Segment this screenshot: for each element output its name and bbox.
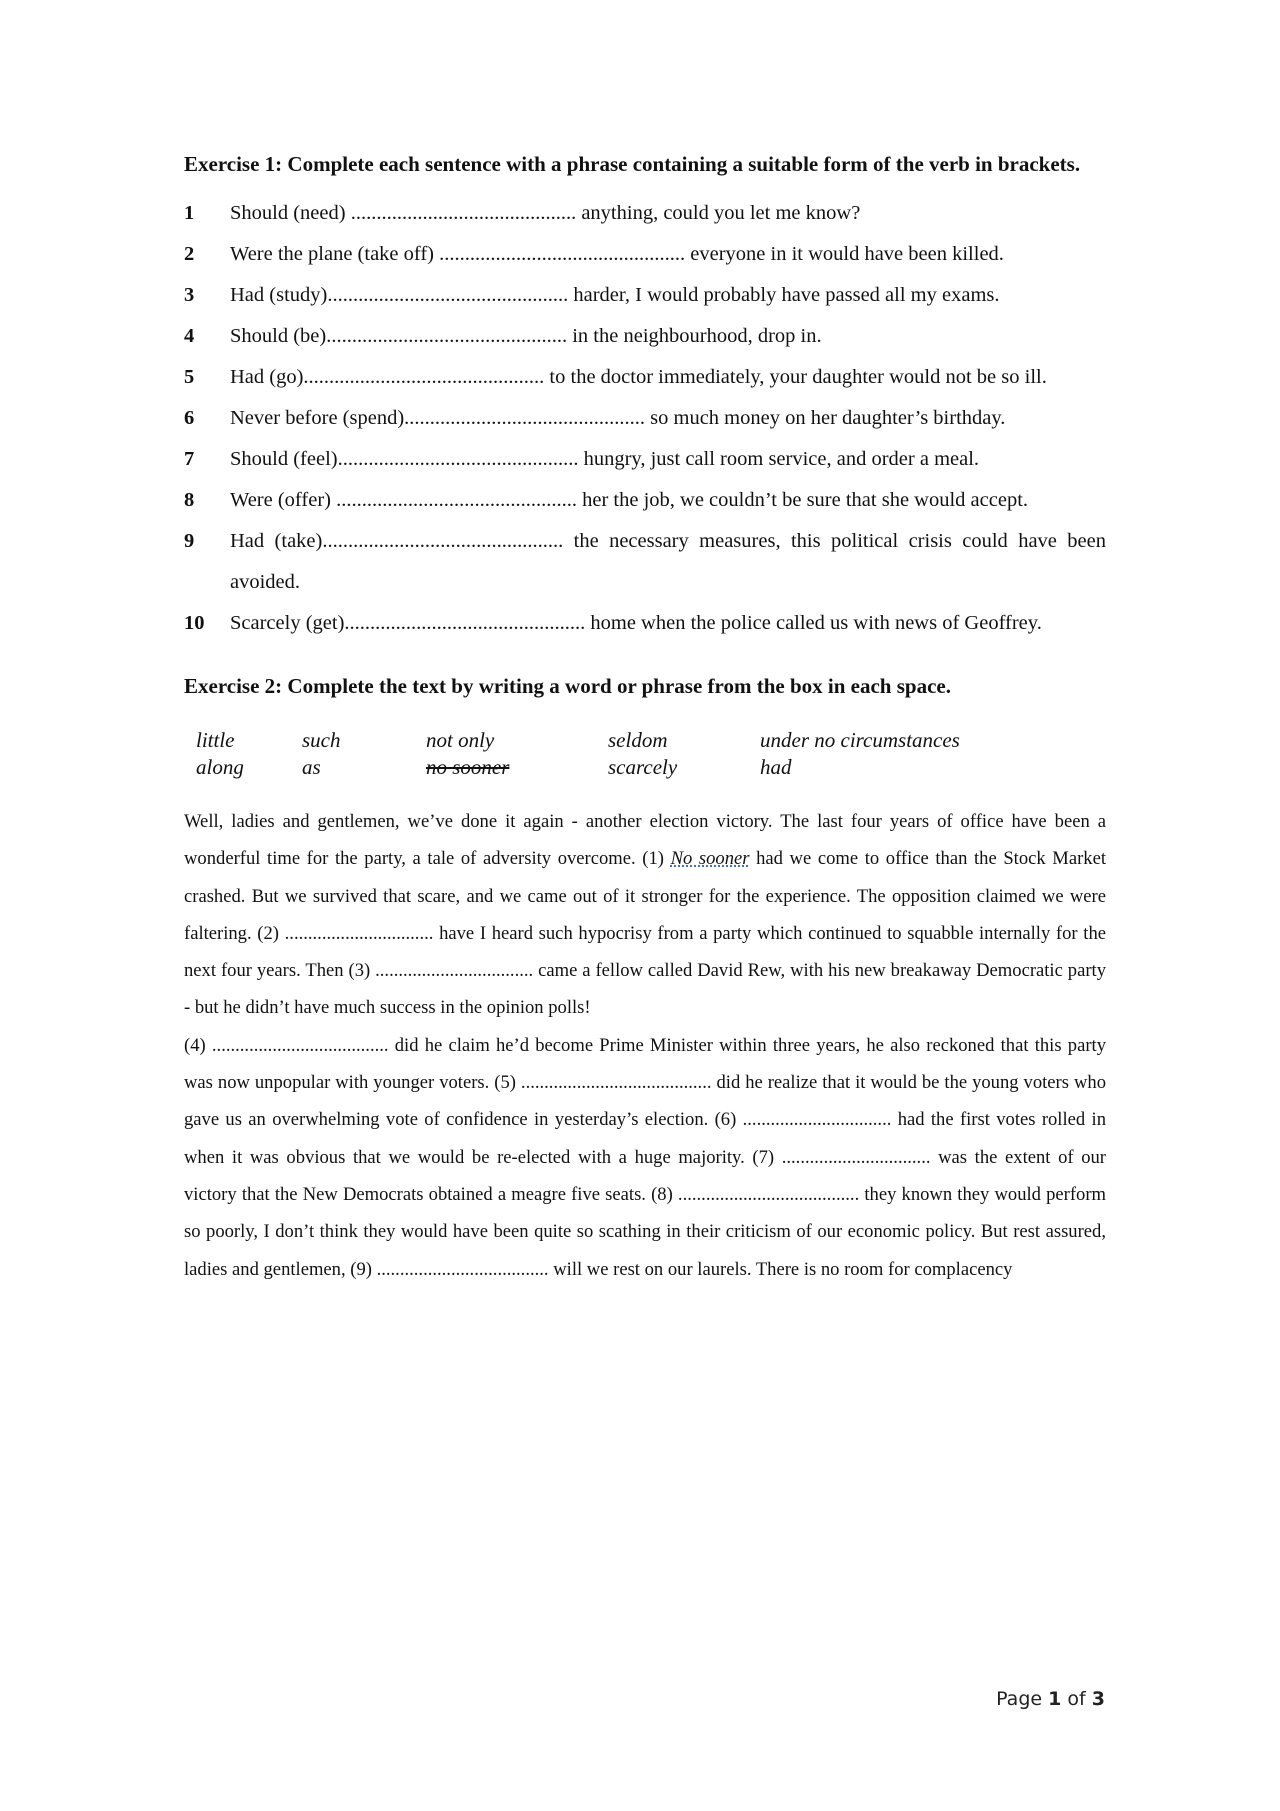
total-pages: 3: [1091, 1688, 1105, 1710]
passage-paragraph-2: (4) ...................................... did he claim he’d become Prime Minister within three years, he also reckoned that this party was now unpopular with younger voters. (5) ......................................... did he realize that it would be the young voters who gave us an overwhelming vote of confidence in yesterday’s election. (6) ................................ had the first votes rolled in when it was obvious that we would be re-elected with a huge majority. (7) ................................ was the extent of our victory that the New Democrats obtained a meagre five seats. (8) ....................................... they known they would perform so poorly, I don’t think they would have been quite so scathing in their criticism of our economic policy. But rest assured, ladies and gentlemen, (9) ..................................... will we rest on our laurels. There is no room for complacency: [184, 1034, 1106, 1280]
question-text: Should (feel)............................................... hungry, just call room service, and order a meal.: [230, 448, 980, 470]
question-text: Never before (spend)............................................... so much money on her daughter’s birthday.: [230, 407, 1006, 429]
passage-paragraph-1: [184, 803, 1106, 1027]
word-box-item: seldom: [608, 728, 668, 752]
question-text: Had (take)............................................... the necessary measures, this political crisis could have been avoided.: [230, 530, 1106, 593]
exercise1-question-list: [184, 193, 1106, 644]
question-text: Had (go)............................................... to the doctor immediately, your daughter would not be so ill.: [230, 366, 1047, 388]
word-box-item-used: no sooner: [426, 755, 510, 779]
question-number: 1: [184, 202, 195, 224]
word-box-item: along: [196, 755, 244, 779]
example-answer: No sooner: [670, 848, 750, 870]
page-content: [184, 150, 1106, 1288]
question-number: 5: [184, 366, 195, 388]
page-label: Page: [996, 1688, 1049, 1710]
question-item: [184, 357, 1106, 398]
question-item: [184, 439, 1106, 480]
word-box-item: not only: [426, 728, 495, 752]
question-text: Should (need) ............................................ anything, could you let me know?: [230, 202, 861, 224]
question-item: [184, 234, 1106, 275]
question-number: 3: [184, 284, 195, 306]
question-number: 8: [184, 489, 195, 511]
question-item: [184, 480, 1106, 521]
page-of-label: of: [1061, 1688, 1092, 1710]
question-item: [184, 521, 1106, 603]
question-number: 7: [184, 448, 195, 470]
exercise1-title: Exercise 1: Complete each sentence with a phrase containing a suitable form of the verb in brackets.: [184, 152, 1081, 176]
question-number: 9: [184, 530, 195, 552]
word-box-item: had: [760, 755, 792, 779]
word-box-item: under no circumstances: [760, 728, 960, 752]
word-box-item: such: [302, 728, 341, 752]
question-item: [184, 193, 1106, 234]
question-number: 6: [184, 407, 195, 429]
question-item: [184, 275, 1106, 316]
question-text: Scarcely (get)............................................... home when the police called us with news of Geoffrey.: [230, 612, 1042, 634]
question-number: 10: [184, 612, 205, 634]
question-item: [184, 316, 1106, 357]
question-text: Were (offer) ............................................... her the job, we couldn’t be sure that she would accept.: [230, 489, 1029, 511]
question-item: [184, 603, 1106, 644]
question-number: 2: [184, 243, 195, 265]
question-number: 4: [184, 325, 195, 347]
page-number: [996, 1688, 1105, 1710]
passage-text: Well, ladies and gentlemen, we’ve done it again - another election victory. The last four years of office have been a wonderful time for the party, a tale of adversity overcome. (1): [184, 811, 1106, 870]
question-text: Had (study)............................................... harder, I would probably have passed all my exams.: [230, 284, 1000, 306]
current-page: 1: [1048, 1688, 1062, 1710]
exercise2-passage: [184, 803, 1106, 1288]
word-box-item: scarcely: [608, 755, 678, 779]
question-item: [184, 398, 1106, 439]
word-box-item: as: [302, 755, 321, 779]
exercise2-title: Exercise 2: Complete the text by writing a word or phrase from the box in each space.: [184, 674, 951, 698]
question-text: Were the plane (take off) ................................................ everyone in it would have been killed.: [230, 243, 1004, 265]
passage-text: had we come to office than the Stock Market crashed. But we survived that scare, and we came out of it stronger for the experience. The opposition claimed we were faltering. (2) ................................ have I heard such hypocrisy from a party which continued to squabble internally for the next four years. Then (3) .................................. came a fellow called David Rew, with his new breakaway Democratic party - but he didn’t have much success in the opinion polls!: [184, 848, 1106, 1019]
word-box: [196, 727, 1106, 781]
question-text: Should (be)............................................... in the neighbourhood, drop in.: [230, 325, 822, 347]
word-box-item: little: [196, 728, 235, 752]
